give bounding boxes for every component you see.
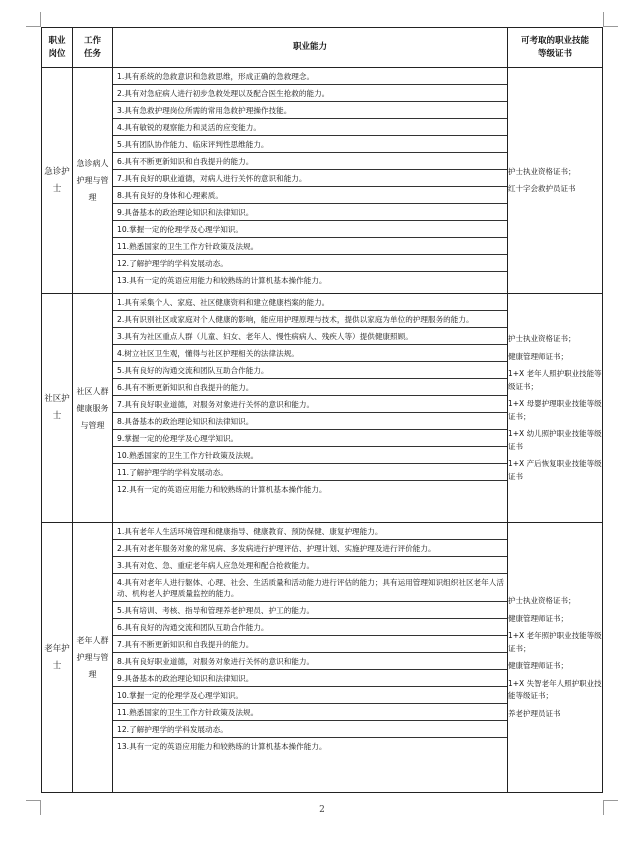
cert-item: 1+X 老年照护职业技能等级证书；	[508, 631, 602, 653]
ability-item: 12.了解护理学的学科发展动态。	[113, 255, 507, 272]
ability-item: 4.具有对老年人进行躯体、心理、社会、生活质量和活动能力进行评估的能力；具有运用管理知识组织社区老年人活动、机构老人护理质量监控的能力。	[113, 574, 507, 602]
ability-item: 6.具有不断更新知识和自我提升的能力。	[113, 379, 507, 396]
ability-item: 5.具有良好的沟通交流和团队互助合作能力。	[113, 362, 507, 379]
ability-item: 6.具有良好的沟通交流和团队互助合作能力。	[113, 619, 507, 636]
role-cell: 急诊护士	[42, 68, 73, 294]
ability-item: 8.具有良好的身体和心理素质。	[113, 187, 507, 204]
role-cell: 老年护士	[42, 523, 73, 793]
cert-item: 健康管理师证书；	[508, 661, 568, 670]
ability-list	[113, 68, 508, 294]
ability-item: 3.具有对危、急、重症老年病人应急处理和配合抢救能力。	[113, 557, 507, 574]
ability-item: 11.了解护理学的学科发展动态。	[113, 464, 507, 481]
table-row	[42, 523, 603, 793]
ability-item: 10.掌握一定的伦理学及心理学知识。	[113, 221, 507, 238]
ability-item: 3.具有为社区重点人群（儿童、妇女、老年人、慢性病病人、残疾人等）提供健康照顾。	[113, 328, 507, 345]
ability-item: 7.具有良好职业道德，对服务对象进行关怀的意识和能力。	[113, 396, 507, 413]
ability-item: 13.具有一定的英语应用能力和较熟练的计算机基本操作能力。	[117, 276, 327, 285]
ability-list	[113, 294, 508, 523]
cert-item: 1+X 失智老年人照护职业技能等级证书；	[508, 678, 602, 700]
ability-item: 13.具有一定的英语应用能力和较熟练的计算机基本操作能力。	[117, 742, 327, 751]
header-task: 工作任务	[73, 28, 113, 68]
cert-item: 红十字会救护员证书	[508, 184, 576, 193]
ability-item: 2.具有对老年服务对象的常见病、多发病进行护理评估、护理计划、实施护理及进行评价能力。	[113, 540, 507, 557]
cert-item: 护士执业资格证书；	[508, 166, 576, 176]
ability-item: 4.具有敏锐的观察能力和灵活的应变能力。	[113, 119, 507, 136]
ability-item: 10.熟悉国家的卫生工作方针政策及法规。	[113, 447, 507, 464]
ability-item: 1.具有采集个人、家庭、社区健康资料和建立健康档案的能力。	[113, 294, 507, 311]
cert-item: 护士执业资格证书；	[508, 596, 576, 605]
table-header-row	[42, 28, 603, 68]
ability-item: 3.具有急救护理岗位所需的常用急救护理操作技能。	[113, 102, 507, 119]
ability-item: 9.具备基本的政治理论知识和法律知识。	[113, 204, 507, 221]
crop-mark-top-right	[603, 12, 618, 27]
ability-item: 11.熟悉国家的卫生工作方针政策及法规。	[113, 704, 507, 721]
crop-mark-top-left	[26, 12, 41, 27]
cert-item: 1+X 产后恢复职业技能等级证书	[508, 459, 602, 481]
cert-list	[508, 68, 603, 294]
cert-item: 护士执业资格证书；	[508, 334, 576, 343]
cert-item: 1+X 幼儿照护职业技能等级证书	[508, 429, 602, 451]
ability-item: 1.具有系统的急救意识和急救思维，形成正确的急救理念。	[113, 68, 507, 85]
task-cell: 急诊病人护理与管理	[73, 68, 113, 294]
header-ability: 职业能力	[113, 28, 508, 68]
header-role: 职业岗位	[42, 28, 73, 68]
ability-item: 5.具有培训、考核、指导和管理养老护理员、护工的能力。	[113, 602, 507, 619]
cert-item: 养老护理员证书	[508, 708, 561, 718]
ability-item: 8.具有良好职业道德，对服务对象进行关怀的意识和能力。	[113, 653, 507, 670]
ability-item: 11.熟悉国家的卫生工作方针政策及法规。	[113, 238, 507, 255]
cert-item: 健康管理师证书；	[508, 351, 568, 361]
ability-item: 4.树立社区卫生观，懂得与社区护理相关的法律法规。	[113, 345, 507, 362]
ability-list	[113, 523, 508, 793]
ability-item: 1.具有老年人生活环境管理和健康指导、健康教育、预防保健、康复护理能力。	[113, 523, 507, 540]
task-cell: 老年人群护理与管理	[73, 523, 113, 793]
page-number: 2	[319, 805, 325, 815]
ability-item: 8.具备基本的政治理论知识和法律知识。	[113, 413, 507, 430]
header-cert: 可考取的职业技能等级证书	[508, 28, 603, 68]
ability-item: 7.具有不断更新知识和自我提升的能力。	[113, 636, 507, 653]
task-cell: 社区人群健康服务与管理	[73, 294, 113, 523]
cert-list	[508, 523, 603, 793]
table-row	[42, 68, 603, 294]
ability-item: 6.具有不断更新知识和自我提升的能力。	[113, 153, 507, 170]
cert-item: 1+X 母婴护理职业技能等级证书；	[508, 399, 602, 421]
career-ability-table	[41, 27, 603, 793]
cert-list	[508, 294, 603, 523]
ability-item: 9.具备基本的政治理论知识和法律知识。	[113, 670, 507, 687]
table-row	[42, 294, 603, 523]
ability-item: 7.具有良好的职业道德，对病人进行关怀的意识和能力。	[113, 170, 507, 187]
ability-item: 2.具有对急症病人进行初步急救处理以及配合医生抢救的能力。	[113, 85, 507, 102]
ability-item: 2.具有识别社区或家庭对个人健康的影响，能应用护理原理与技术，提供以家庭为单位的护理服务的能力。	[113, 311, 507, 328]
role-cell: 社区护士	[42, 294, 73, 523]
ability-item: 5.具有团队协作能力、临床评判性思维能力。	[113, 136, 507, 153]
cert-item: 1+X 老年人照护职业技能等级证书；	[508, 369, 602, 391]
ability-item: 12.具有一定的英语应用能力和较熟练的计算机基本操作能力。	[117, 485, 327, 494]
ability-item: 12.了解护理学的学科发展动态。	[113, 721, 507, 738]
ability-item: 10.掌握一定的伦理学及心理学知识。	[113, 687, 507, 704]
cert-item: 健康管理师证书；	[508, 613, 568, 623]
ability-item: 9.掌握一定的伦理学及心理学知识。	[113, 430, 507, 447]
